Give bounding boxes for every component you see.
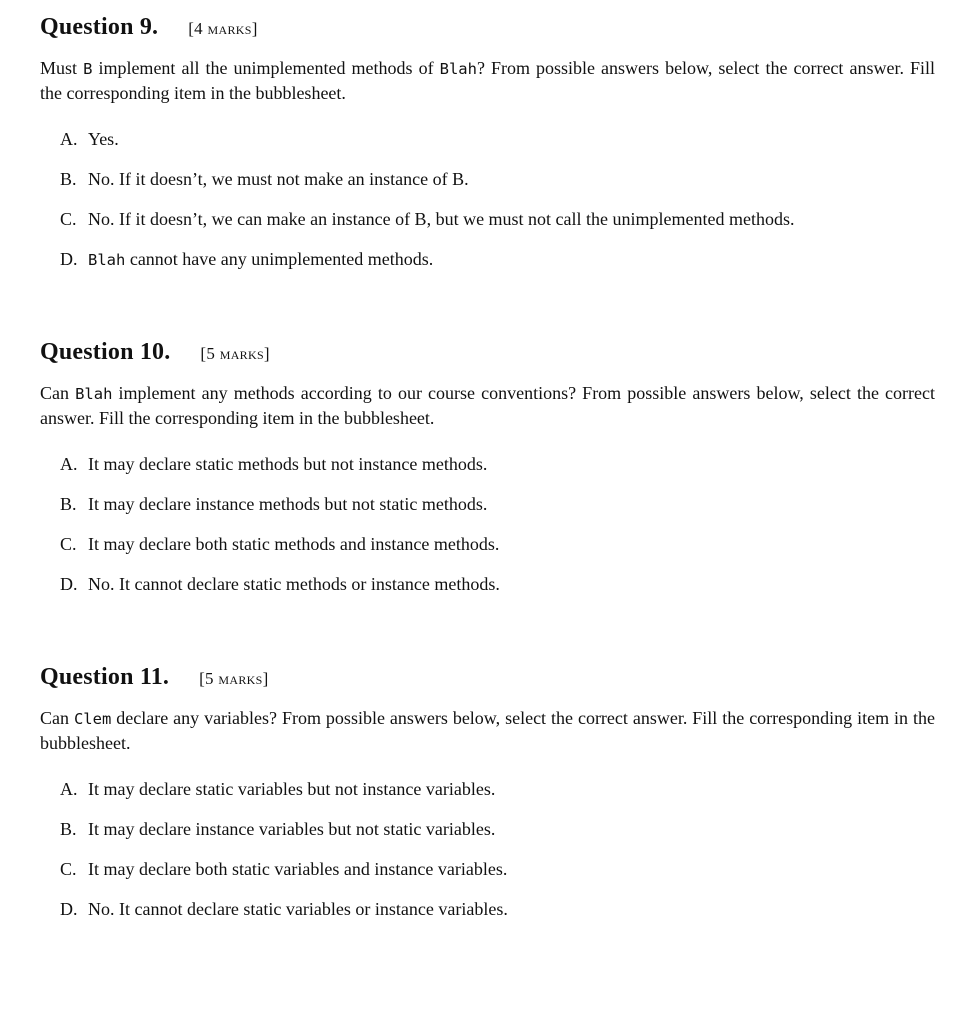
answer-option-b: [40, 817, 935, 857]
answer-option-b: [40, 492, 935, 532]
prompt-text: implement all the unimplemented methods of: [92, 58, 440, 78]
question-9: [40, 14, 935, 287]
question-10: [40, 339, 935, 612]
answer-option-b: [40, 167, 935, 207]
option-text: No. If it doesn’t, we can make an instance of B, but we must not call the unimplemented methods.: [88, 209, 795, 229]
option-text: It may declare instance methods but not static methods.: [88, 494, 488, 514]
question-header: [40, 14, 935, 46]
question-prompt: [40, 56, 935, 105]
question-title: Question 9.: [40, 14, 159, 40]
option-letter: C.: [60, 859, 77, 879]
answer-option-a: [40, 127, 935, 167]
option-text: It may declare static variables but not instance variables.: [88, 779, 496, 799]
prompt-text: Can: [40, 708, 74, 728]
answer-option-a: [40, 777, 935, 817]
question-marks: [5 marks]: [199, 669, 269, 688]
option-code: Blah: [88, 251, 126, 269]
option-letter: D.: [60, 249, 78, 269]
question-title: Question 10.: [40, 339, 171, 365]
option-text: No. If it doesn’t, we must not make an instance of B.: [88, 169, 469, 189]
question-header: [40, 339, 935, 371]
option-letter: C.: [60, 534, 77, 554]
option-letter: D.: [60, 574, 78, 594]
prompt-code: Blah: [75, 385, 113, 403]
option-letter: A.: [60, 129, 78, 149]
answer-option-d: [40, 897, 935, 937]
option-text: It may declare both static variables and instance variables.: [88, 859, 508, 879]
option-letter: B.: [60, 169, 77, 189]
question-prompt: [40, 706, 935, 755]
prompt-code: B: [83, 60, 93, 78]
answer-options: [40, 127, 935, 287]
option-letter: B.: [60, 819, 77, 839]
question-11: [40, 664, 935, 937]
answer-option-c: [40, 207, 935, 247]
option-text: It may declare instance variables but not static variables.: [88, 819, 496, 839]
prompt-text: ? From possible answers below, select the correct answer. Fill the corresponding item in the bubblesheet.: [40, 58, 936, 103]
answer-option-d: [40, 572, 935, 612]
option-text-rest: cannot have any unimplemented methods.: [125, 249, 434, 269]
option-letter: C.: [60, 209, 77, 229]
option-text: No. It cannot declare static methods or instance methods.: [88, 574, 500, 594]
answer-options: [40, 777, 935, 937]
question-title: Question 11.: [40, 664, 170, 690]
option-letter: A.: [60, 454, 78, 474]
answer-option-d: [40, 247, 935, 287]
option-letter: B.: [60, 494, 77, 514]
question-header: [40, 664, 935, 696]
question-marks: [5 marks]: [200, 344, 270, 363]
option-text: Yes.: [88, 129, 119, 149]
option-text: It may declare static methods but not instance methods.: [88, 454, 488, 474]
option-text: It may declare both static methods and instance methods.: [88, 534, 500, 554]
question-prompt: [40, 381, 935, 430]
question-marks: [4 marks]: [188, 19, 258, 38]
answer-option-c: [40, 532, 935, 572]
answer-options: [40, 452, 935, 612]
prompt-text: declare any variables? From possible answers below, select the correct answer. Fill the corresponding item in the bubblesheet.: [40, 708, 935, 753]
prompt-text: Must: [40, 58, 84, 78]
prompt-code: Blah: [439, 60, 477, 78]
prompt-code: Clem: [73, 710, 112, 728]
prompt-text: implement any methods according to our course conventions? From possible answers below, select the correct answer. Fill the corresponding item in the bubblesheet.: [40, 383, 935, 428]
option-letter: A.: [60, 779, 78, 799]
option-text: No. It cannot declare static variables or instance variables.: [88, 899, 508, 919]
prompt-text: Can: [40, 383, 76, 403]
option-letter: D.: [60, 899, 78, 919]
answer-option-a: [40, 452, 935, 492]
answer-option-c: [40, 857, 935, 897]
option-text: [88, 247, 433, 287]
